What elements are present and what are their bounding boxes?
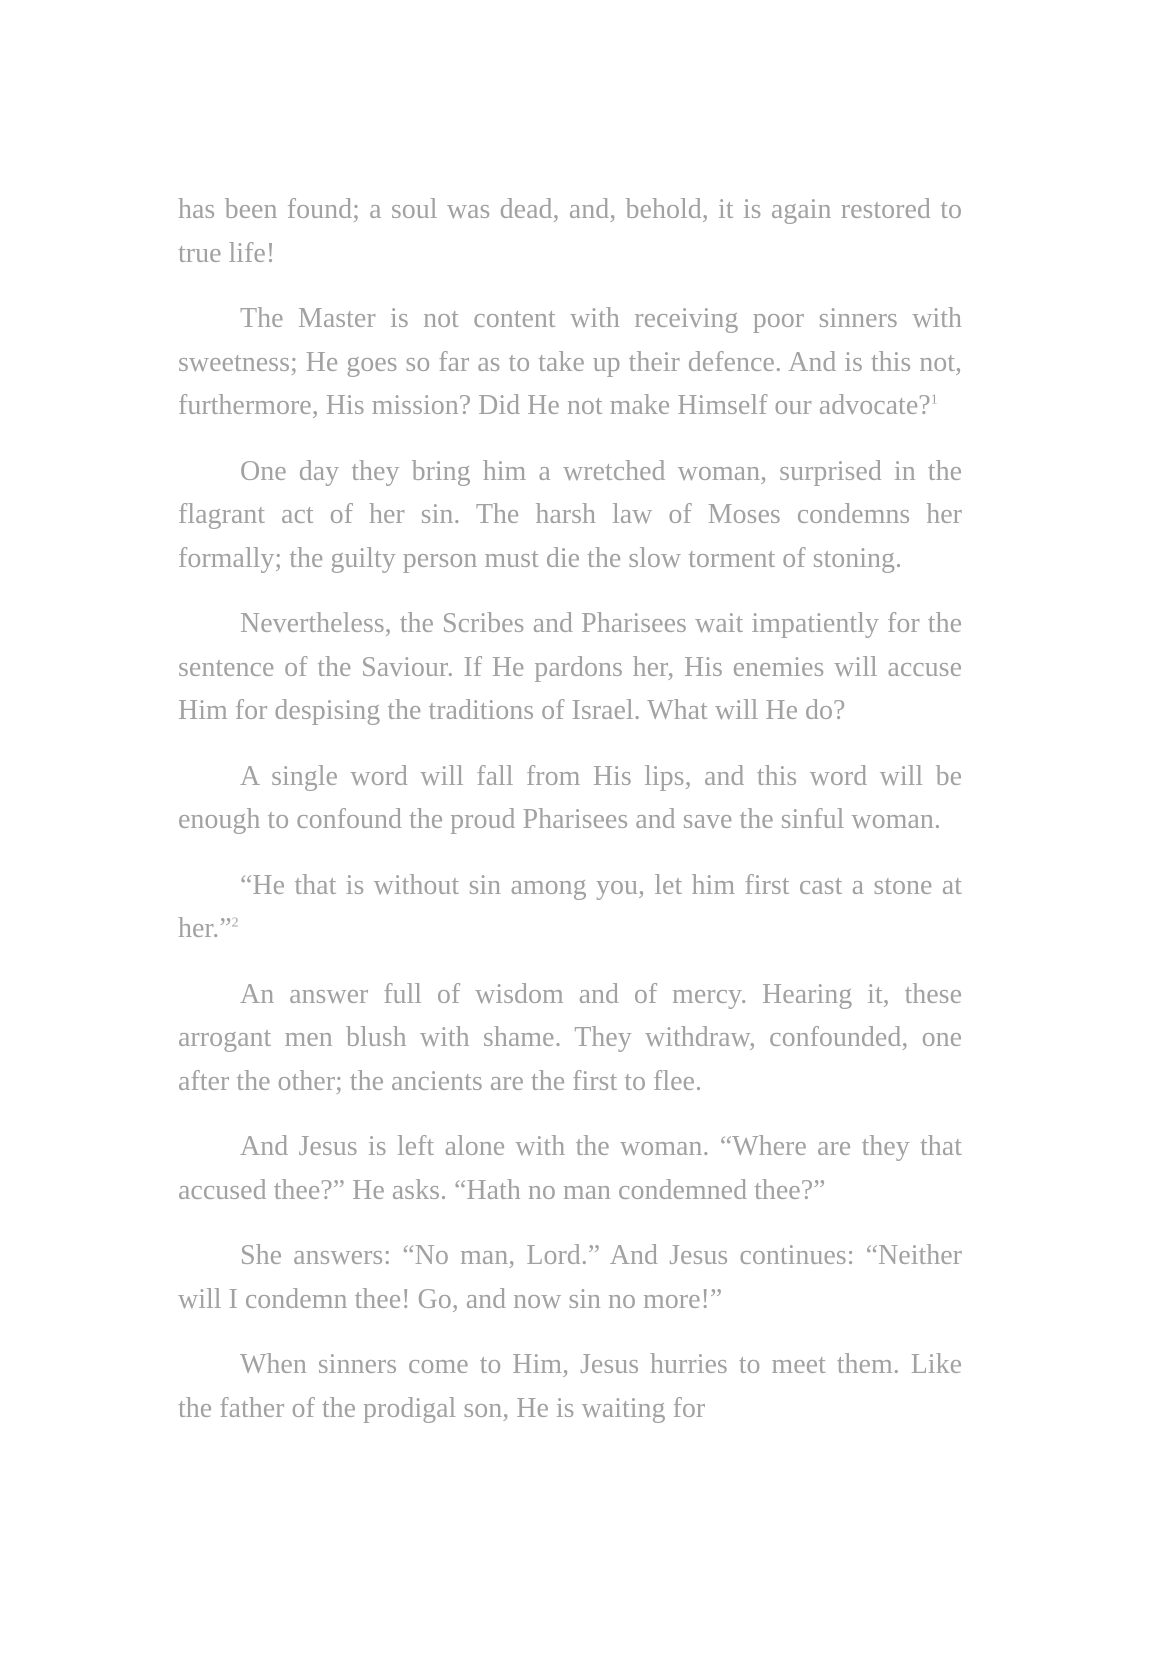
paragraph — [178, 450, 962, 581]
paragraph-text: When sinners come to Him, Jesus hurries to meet them. Like the father of the prodigal son, He is waiting for — [178, 1349, 962, 1424]
body-text — [178, 188, 962, 1452]
paragraph — [178, 1234, 962, 1321]
paragraph — [178, 973, 962, 1104]
paragraph — [178, 297, 962, 428]
paragraph — [178, 864, 962, 951]
paragraph — [178, 602, 962, 733]
paragraph-text: The Master is not content with receiving poor sinners with sweetness; He goes so far as to take up their defence. And is this not, furthermore, His mission? Did He not make Himself our advocate? — [178, 303, 962, 421]
paragraph-text: An answer full of wisdom and of mercy. Hearing it, these arrogant men blush with shame. They withdraw, confounded, one after the other; the ancients are the first to flee. — [178, 978, 962, 1097]
paragraph — [178, 1125, 962, 1212]
paragraph — [178, 755, 962, 842]
paragraph-text: One day they bring him a wretched woman, surprised in the flagrant act of her sin. The harsh law of Moses condemns her formally; the guilty person must die the slow torment of stoning. — [178, 455, 962, 574]
paragraph-text: A single word will fall from His lips, and this word will be enough to confound the proud Pharisees and save the sinful woman. — [178, 760, 962, 835]
paragraph-text: She answers: “No man, Lord.” And Jesus continues: “Neither will I condemn thee! Go, and now sin no more!” — [178, 1240, 962, 1315]
paragraph-text: “He that is without sin among you, let him first cast a stone at her.” — [178, 869, 962, 944]
paragraph-text: And Jesus is left alone with the woman. “Where are they that accused thee?” He asks. “Hath no man condemned thee?” — [178, 1131, 962, 1206]
paragraph-text: has been found; a soul was dead, and, behold, it is again restored to true life! — [178, 194, 962, 269]
paragraph — [178, 1343, 962, 1430]
paragraph — [178, 188, 962, 275]
footnote-ref: 2 — [231, 915, 239, 931]
footnote-ref: 1 — [930, 392, 938, 408]
paragraph-text: Nevertheless, the Scribes and Pharisees wait impatiently for the sentence of the Saviour. If He pardons her, His enemies will accuse Him for despising the traditions of Israel. What will He do? — [178, 608, 962, 726]
